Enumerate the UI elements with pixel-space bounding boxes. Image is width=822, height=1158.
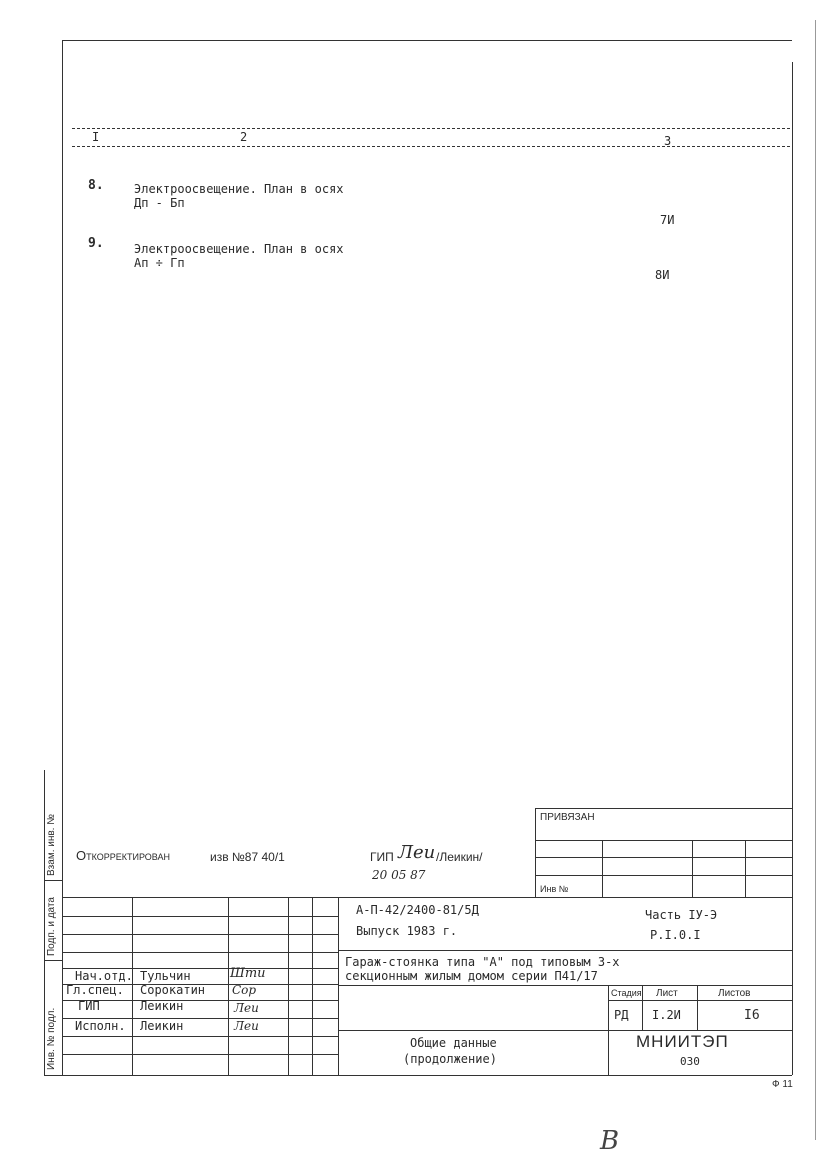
staff-col-3 [288,897,289,1075]
bottom-signature: В [600,1126,620,1156]
doc-part-code: Р.I.0.I [650,928,701,942]
corrected-izv: изв №87 40/1 [210,850,285,864]
gip-date: 20 05 87 [372,868,426,882]
staff-row-8 [62,1036,338,1037]
doc-issue: Выпуск 1983 г. [356,924,458,938]
tb-left-divider [338,897,339,1075]
desc-line-1: Гараж-стоянка типа "А" под типовым 3-х [345,955,620,969]
linked-top-line [535,808,792,809]
item-8-line2: Дп - Бп [134,196,185,210]
sidebar-div-1 [44,880,62,881]
sidebar-div-2 [44,960,62,961]
header-top-dashed [72,128,790,129]
item-9-line1: Электроосвещение. План в осях [134,242,344,256]
linked-row-2 [535,857,792,858]
doc-name-2: (продолжение) [403,1052,497,1066]
frame-top-line [62,40,792,41]
sheet-header: Лист [656,988,678,999]
doc-part: Часть IУ-Э [645,908,718,922]
staff-row-3 [62,952,338,953]
inv-label: Инв № [540,884,569,894]
stage-value: РД [614,1008,629,1022]
linked-col-3 [745,840,746,897]
staff-sign-2: Сор [232,983,257,997]
staff-name-4: Леикин [140,1019,184,1033]
header-bottom-dashed [72,146,790,147]
item-9-number: 9. [88,236,104,251]
right-edge-mark [815,20,816,1140]
staff-col-1 [132,897,133,1075]
item-8-line1: Электроосвещение. План в осях [134,182,344,196]
header-col3: 3 [664,134,672,148]
staff-sign-4: Леи [234,1019,259,1033]
gip-label: ГИП [370,850,394,864]
linked-col-2 [692,840,693,897]
staff-name-1: Тульчин [140,969,191,983]
linked-left-line [535,808,536,898]
sheet-value: I.2И [652,1008,681,1022]
stage-header: Стадия [611,988,642,998]
gip-signature: Леи [398,842,436,863]
format-label: Ф 11 [772,1079,793,1090]
org-name: МНИИТЭП [636,1032,729,1051]
staff-role-2: Гл.спец. [66,983,124,997]
item-9-sheet: 8И [655,268,670,282]
staff-name-2: Сорокатин [140,983,206,997]
sidebar-inner-line [44,770,45,1075]
staff-col-4 [312,897,313,1075]
staff-row-1 [62,916,338,917]
staff-row-6 [62,1000,338,1001]
title-row-3 [338,1030,792,1031]
staff-role-3: ГИП [78,999,100,1013]
sidebar-label-2: Подп. и дата [46,897,57,956]
doc-name-1: Общие данные [410,1036,497,1050]
linked-col-1 [602,840,603,897]
frame-bottom-line [44,1075,792,1076]
desc-line-2: секционным жилым домом серии П41/17 [345,969,598,983]
linked-label: ПРИВЯЗАН [540,812,595,823]
staff-col-2 [228,897,229,1075]
sheet-right [697,985,698,1030]
org-sub: 030 [680,1055,700,1068]
stage-header-line [608,1000,792,1001]
frame-right-line [792,62,793,1075]
sidebar-label-1: Взам. инв. № [46,814,57,876]
staff-row-2 [62,934,338,935]
tb-top-line [62,897,792,898]
staff-row-9 [62,1054,338,1055]
doc-code: А-П-42/2400-81/5Д [356,903,479,917]
title-row-1 [338,950,792,951]
header-col2: 2 [240,130,248,144]
sidebar-label-3: Инв. № подл. [46,1007,57,1070]
staff-name-3: Леикин [140,999,184,1013]
frame-left-line [62,40,63,1075]
header-col1: I [92,130,100,144]
item-8-sheet: 7И [660,213,675,227]
corrected-label: Откорректирован [76,848,170,863]
item-9-line2: Ап ÷ Гп [134,256,185,270]
docname-org-divider [608,1030,609,1075]
linked-row-1 [535,840,792,841]
stage-right [642,985,643,1030]
item-8-number: 8. [88,178,104,193]
stage-left [608,985,609,1030]
title-row-2 [338,985,792,986]
staff-role-4: Исполн. [75,1019,126,1033]
staff-sign-1: Шти [230,966,266,981]
sheets-header: Листов [718,988,751,999]
gip-name: /Леикин/ [436,850,483,864]
staff-role-1: Нач.отд. [75,969,133,983]
staff-sign-3: Леи [234,1001,259,1015]
linked-row-3 [535,875,792,876]
sheets-value: I6 [744,1008,760,1023]
